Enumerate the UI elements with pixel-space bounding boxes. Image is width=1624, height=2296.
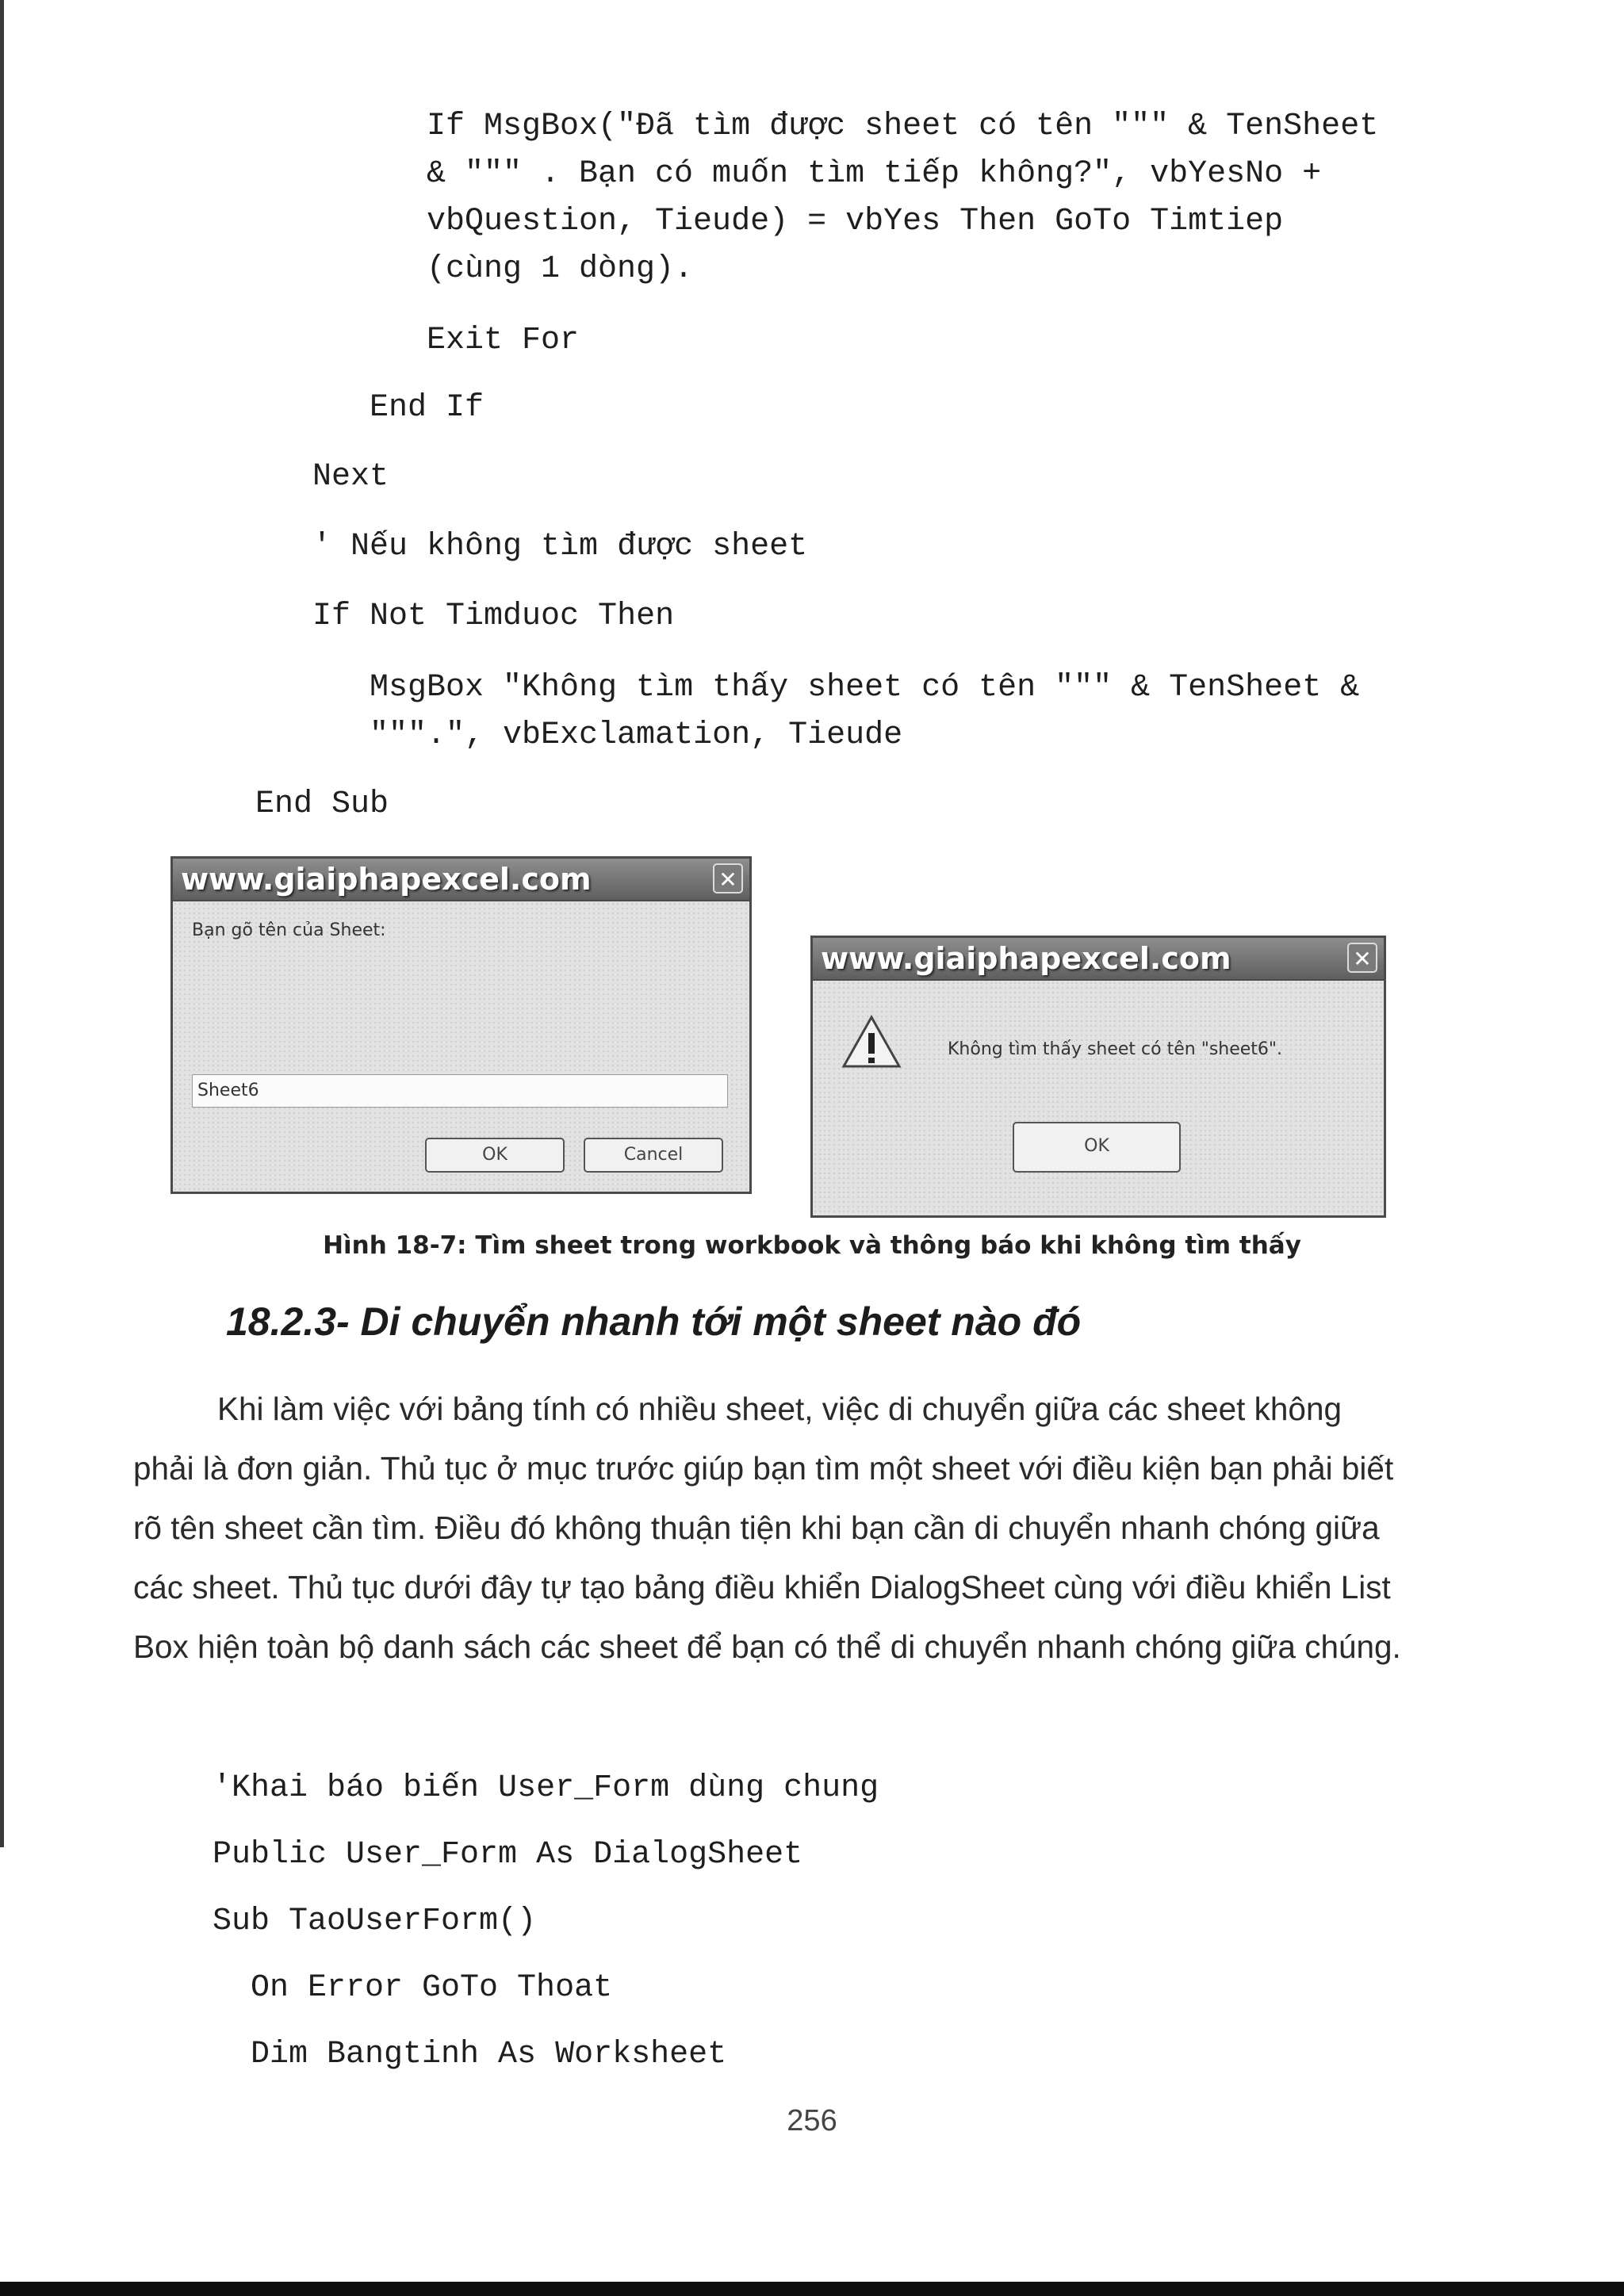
close-icon[interactable]: ✕ bbox=[1347, 943, 1377, 973]
scan-bottom-edge bbox=[0, 2282, 1624, 2296]
dialog-titlebar bbox=[813, 938, 1384, 981]
code-line: (cùng 1 dòng). bbox=[427, 251, 694, 287]
input-dialog bbox=[170, 856, 752, 1194]
code-line: Dim Bangtinh As Worksheet bbox=[251, 2037, 727, 2072]
code-line: & """ . Bạn có muốn tìm tiếp không?", vbYesNo + bbox=[427, 156, 1322, 192]
code-line: End Sub bbox=[255, 786, 389, 822]
code-line: vbQuestion, Tieude) = vbYes Then GoTo Timtiep bbox=[427, 204, 1284, 239]
code-line: Sub TaoUserForm() bbox=[213, 1904, 537, 1939]
code-line: Public User_Form As DialogSheet bbox=[213, 1837, 803, 1873]
dialog-title: www.giaiphapexcel.com bbox=[181, 862, 592, 897]
dialog-prompt: Bạn gõ tên của Sheet: bbox=[192, 920, 386, 940]
code-line: If Not Timduoc Then bbox=[312, 599, 675, 634]
code-line: 'Khai báo biến User_Form dùng chung bbox=[213, 1770, 879, 1806]
code-block-bottom bbox=[213, 1755, 879, 2088]
dialog-titlebar bbox=[173, 859, 749, 901]
dialog-message: Không tìm thấy sheet có tên "sheet6". bbox=[948, 1039, 1283, 1059]
figure-caption: Hình 18-7: Tìm sheet trong workbook và thông báo khi không tìm thấy bbox=[323, 1231, 1301, 1260]
section-heading: 18.2.3- Di chuyển nhanh tới một sheet nào đó bbox=[226, 1299, 1082, 1344]
code-line: If MsgBox("Đã tìm được sheet có tên """ & TenSheet bbox=[427, 109, 1379, 144]
ok-button[interactable]: OK bbox=[1013, 1122, 1181, 1173]
ok-button[interactable]: OK bbox=[425, 1138, 565, 1173]
page-number: 256 bbox=[787, 2104, 837, 2137]
message-dialog bbox=[810, 936, 1386, 1218]
cancel-button[interactable]: Cancel bbox=[584, 1138, 723, 1173]
code-line: End If bbox=[370, 390, 485, 426]
code-line: On Error GoTo Thoat bbox=[251, 1970, 613, 2006]
dialog-title: www.giaiphapexcel.com bbox=[821, 941, 1231, 976]
body-paragraph: Khi làm việc với bảng tính có nhiều sheet, việc di chuyển giữa các sheet không phải là đơn giản. Thủ tục ở mục trước giúp bạn tìm một sheet với điều kiện bạn phải biết rõ tên sheet cần tìm. Điều đó không thuận tiện khi bạn cần di chuyển nhanh chóng giữa các sheet. Thủ tục dưới đây tự tạo bảng điều khiển DialogSheet cùng với điều khiển List Box hiện toàn bộ danh sách các sheet để bạn có thể di chuyển nhanh chóng giữa chúng. bbox=[133, 1391, 1401, 1665]
code-line: ' Nếu không tìm được sheet bbox=[312, 529, 808, 564]
code-line: """.", vbExclamation, Tieude bbox=[370, 718, 903, 753]
warning-icon bbox=[841, 1014, 902, 1070]
code-line: MsgBox "Không tìm thấy sheet có tên """ & TenSheet & bbox=[370, 670, 1360, 706]
close-icon[interactable]: ✕ bbox=[713, 863, 743, 894]
code-line: Next bbox=[312, 459, 389, 495]
sheet-name-input[interactable]: Sheet6 bbox=[192, 1074, 728, 1108]
code-line: Exit For bbox=[427, 323, 580, 358]
scan-left-edge bbox=[0, 0, 4, 1847]
